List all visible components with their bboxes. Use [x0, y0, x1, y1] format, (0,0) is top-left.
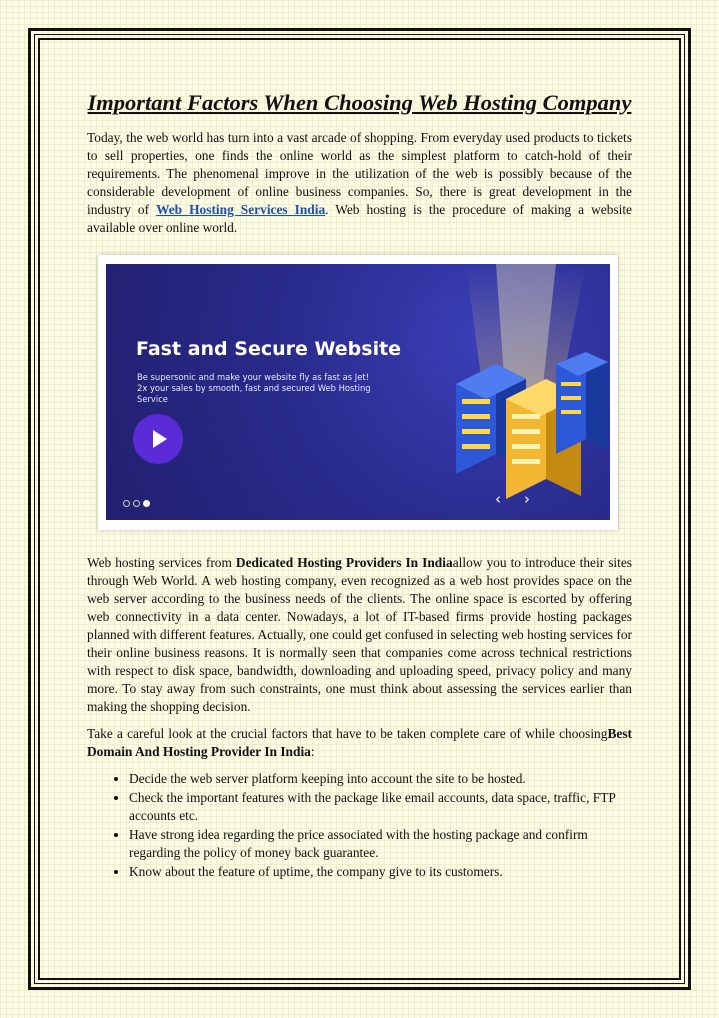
play-button[interactable] [133, 414, 183, 464]
banner-title: Fast and Secure Website [136, 338, 402, 360]
page-title: Important Factors When Choosing Web Hosting Company [87, 90, 632, 115]
list-item: • Decide the web server platform keeping into account the site to be hosted. [129, 770, 632, 788]
carousel-dot[interactable] [123, 500, 130, 507]
intro-text-before: Today, the web world has turn into a vast arcade of shopping. From everyday used products to tickets to sell properties, one finds the online world as the simplest platform to catch-hold of their requirements. The phenomenal improve in the utilization of the web is possibly because of the considerable development of online business companies. So, there is great development in the industry of [87, 130, 632, 217]
chevron-right-icon[interactable]: › [524, 490, 530, 508]
factors-list [87, 770, 632, 881]
para2-text-before: Web hosting services from [87, 555, 236, 570]
intro-text-after: . Web hosting is the procedure of making a website available over online world. [87, 202, 632, 235]
para3-text-after: : [310, 744, 315, 759]
para3-bold-term: Best Domain And Hosting Provider In India [87, 726, 632, 759]
web-hosting-services-link[interactable]: Web Hosting Services India [156, 202, 326, 217]
play-icon [153, 430, 167, 448]
document-content [87, 88, 632, 882]
para2-bold-term: Dedicated Hosting Providers In India [235, 555, 453, 570]
para2-text-after: allow you to introduce their sites through Web World. A web hosting company, even recognized as a web host provides space on the web server according to the business needs of the clients. The online space is escorted by offering web connectivity in a data center. Nowadays, a lot of IT-based firms provide hosting packages planned with different features. Actually, one could get confused in selecting web hosting services for their online business reasons. It is normally seen that companies come across technical restrictions with respect to disk space, bandwidth, downloading and uploading speed, privacy policy and many more. To stay away from such constraints, one must think about assessing the services earlier than making the shopping decision. [87, 555, 633, 714]
list-item: • Have strong idea regarding the price associated with the hosting package and confirm regarding the policy of money back guarantee. [129, 826, 632, 862]
para3-text-before: Take a careful look at the crucial factors that have to be taken complete care of while choosing [87, 726, 608, 741]
list-item: • Know about the feature of uptime, the company give to its customers. [129, 863, 632, 881]
intro-paragraph [87, 129, 632, 237]
hosting-banner [106, 264, 610, 520]
list-item: • Check the important features with the package like email accounts, data space, traffic, FTP accounts etc. [129, 789, 632, 825]
server-illustration [436, 264, 610, 520]
factors-intro-paragraph [87, 725, 632, 761]
banner-image-frame [98, 255, 618, 530]
chevron-left-icon[interactable]: ‹ [495, 490, 501, 508]
banner-subtitle: Be supersonic and make your website fly as fast as Jet! 2x your sales by smooth, fast and secured Web Hosting Service [137, 372, 371, 404]
carousel-dot[interactable] [133, 500, 140, 507]
carousel-dots [123, 500, 150, 507]
hosting-providers-paragraph [87, 554, 632, 716]
carousel-dot-active[interactable] [143, 500, 150, 507]
